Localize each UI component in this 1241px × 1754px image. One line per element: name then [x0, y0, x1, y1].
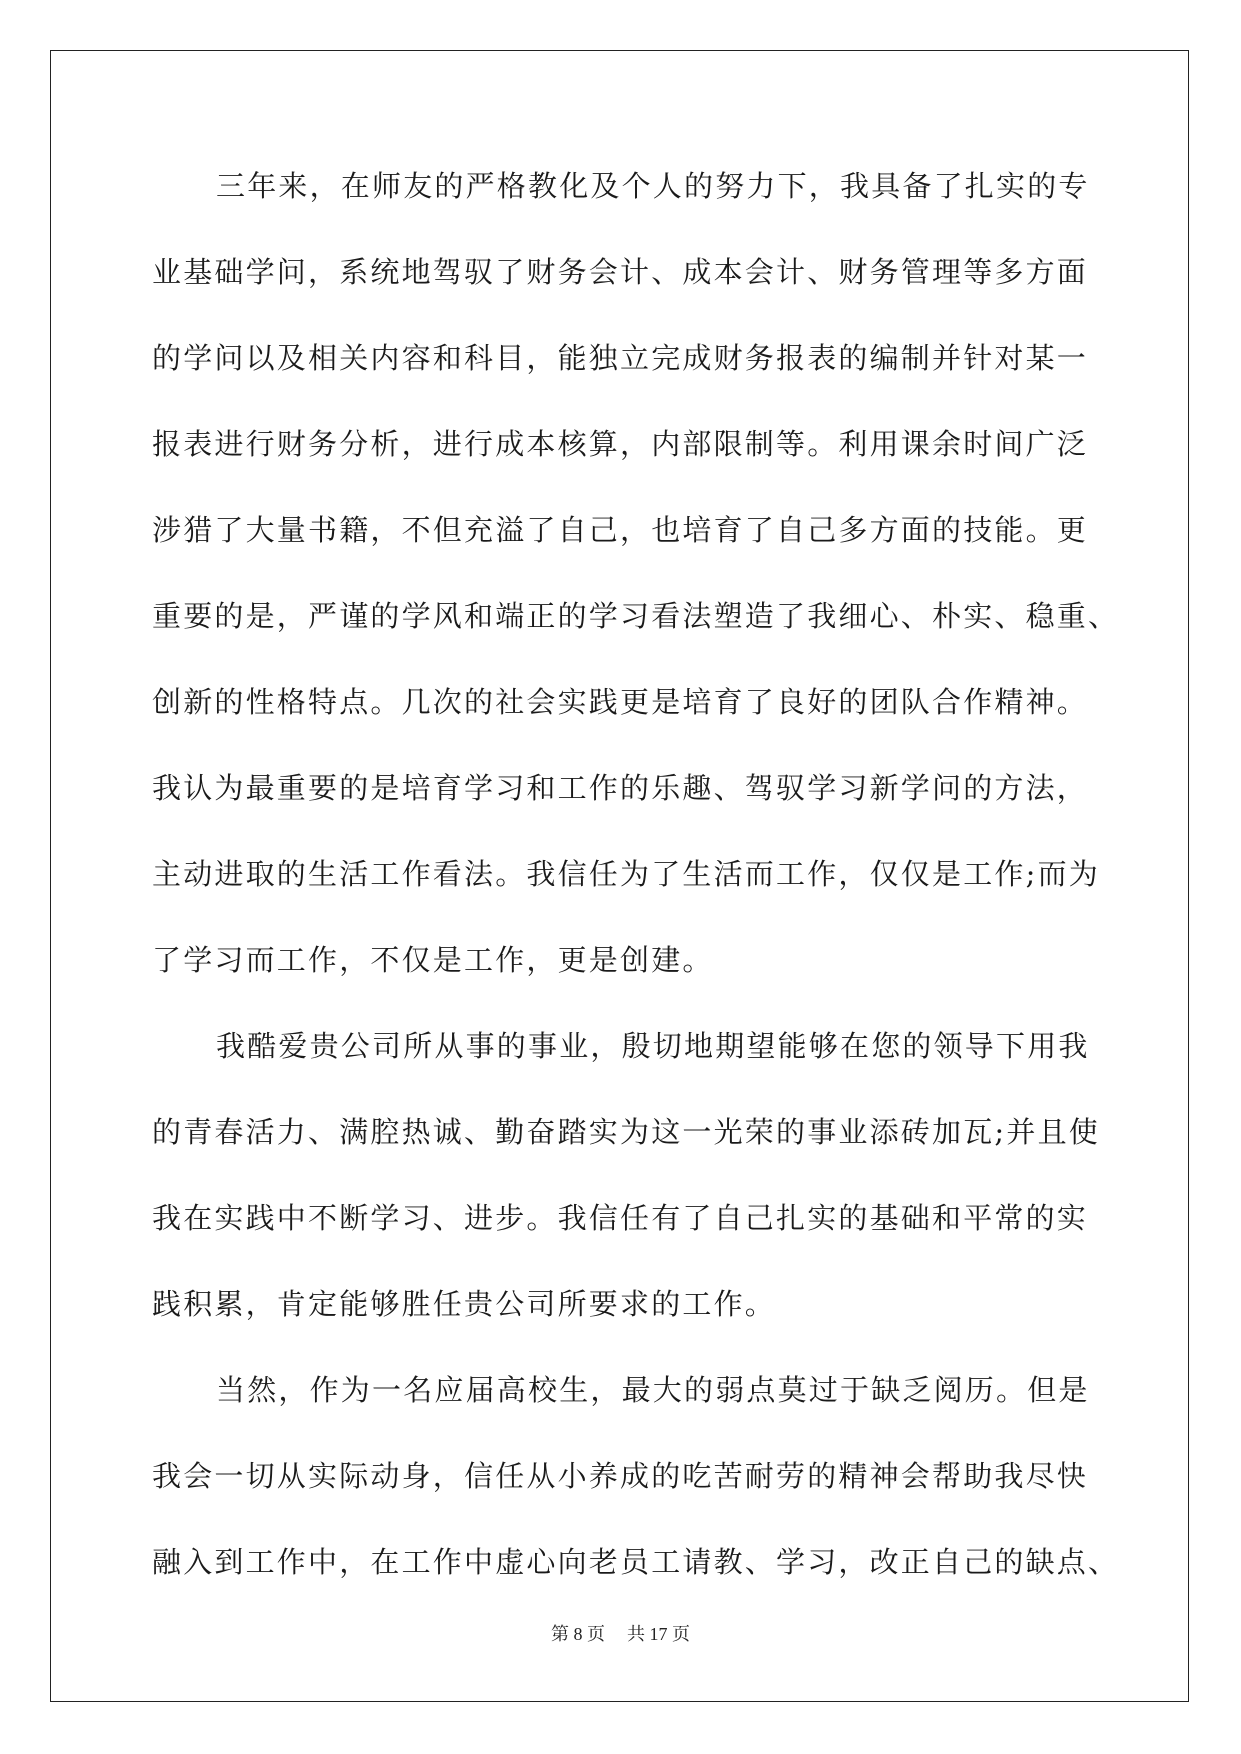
paragraph-1-line-5: 涉猎了大量书籍，不但充溢了自己，也培育了自己多方面的技能。更: [152, 513, 1089, 547]
paragraph-2-line-3: 我在实践中不断学习、进步。我信任有了自己扎实的基础和平常的实: [152, 1201, 1089, 1235]
letter-body: [152, 155, 1120, 1617]
paragraph-1-line-6: 重要的是，严谨的学风和端正的学习看法塑造了我细心、朴实、稳重、: [152, 599, 1120, 633]
paragraph-2-line-1: 我酷爱贵公司所从事的事业，殷切地期望能够在您的领导下用我: [216, 1029, 1090, 1063]
paragraph-2-line-2: 的青春活力、满腔热诚、勤奋踏实为这一光荣的事业添砖加瓦;并且使: [152, 1115, 1100, 1149]
page-total: 共 17 页: [627, 1624, 690, 1644]
paragraph-1-line-2: 业基础学问，系统地驾驭了财务会计、成本会计、财务管理等多方面: [152, 255, 1089, 289]
page-footer: [0, 1620, 1241, 1646]
paragraph-1-line-1: 三年来，在师友的严格教化及个人的努力下，我具备了扎实的专: [216, 169, 1090, 203]
paragraph-1-line-9: 主动进取的生活工作看法。我信任为了生活而工作，仅仅是工作;而为: [152, 857, 1100, 891]
paragraph-1-line-8: 我认为最重要的是培育学习和工作的乐趣、驾驭学习新学问的方法，: [152, 771, 1089, 805]
paragraph-1-line-10: 了学习而工作，不仅是工作，更是创建。: [152, 943, 714, 977]
paragraph-3-line-1: 当然，作为一名应届高校生，最大的弱点莫过于缺乏阅历。但是: [216, 1373, 1090, 1407]
paragraph-1-line-3: 的学问以及相关内容和科目，能独立完成财务报表的编制并针对某一: [152, 341, 1089, 375]
paragraph-2-line-4: 践积累，肯定能够胜任贵公司所要求的工作。: [152, 1287, 777, 1321]
paragraph-3-line-2: 我会一切从实际动身，信任从小养成的吃苦耐劳的精神会帮助我尽快: [152, 1459, 1089, 1493]
page-number: 第 8 页: [551, 1624, 605, 1644]
paragraph-3-line-3: 融入到工作中，在工作中虚心向老员工请教、学习，改正自己的缺点、: [152, 1545, 1120, 1579]
paragraph-1-line-4: 报表进行财务分析，进行成本核算，内部限制等。利用课余时间广泛: [152, 427, 1089, 461]
paragraph-1-line-7: 创新的性格特点。几次的社会实践更是培育了良好的团队合作精神。: [152, 685, 1089, 719]
